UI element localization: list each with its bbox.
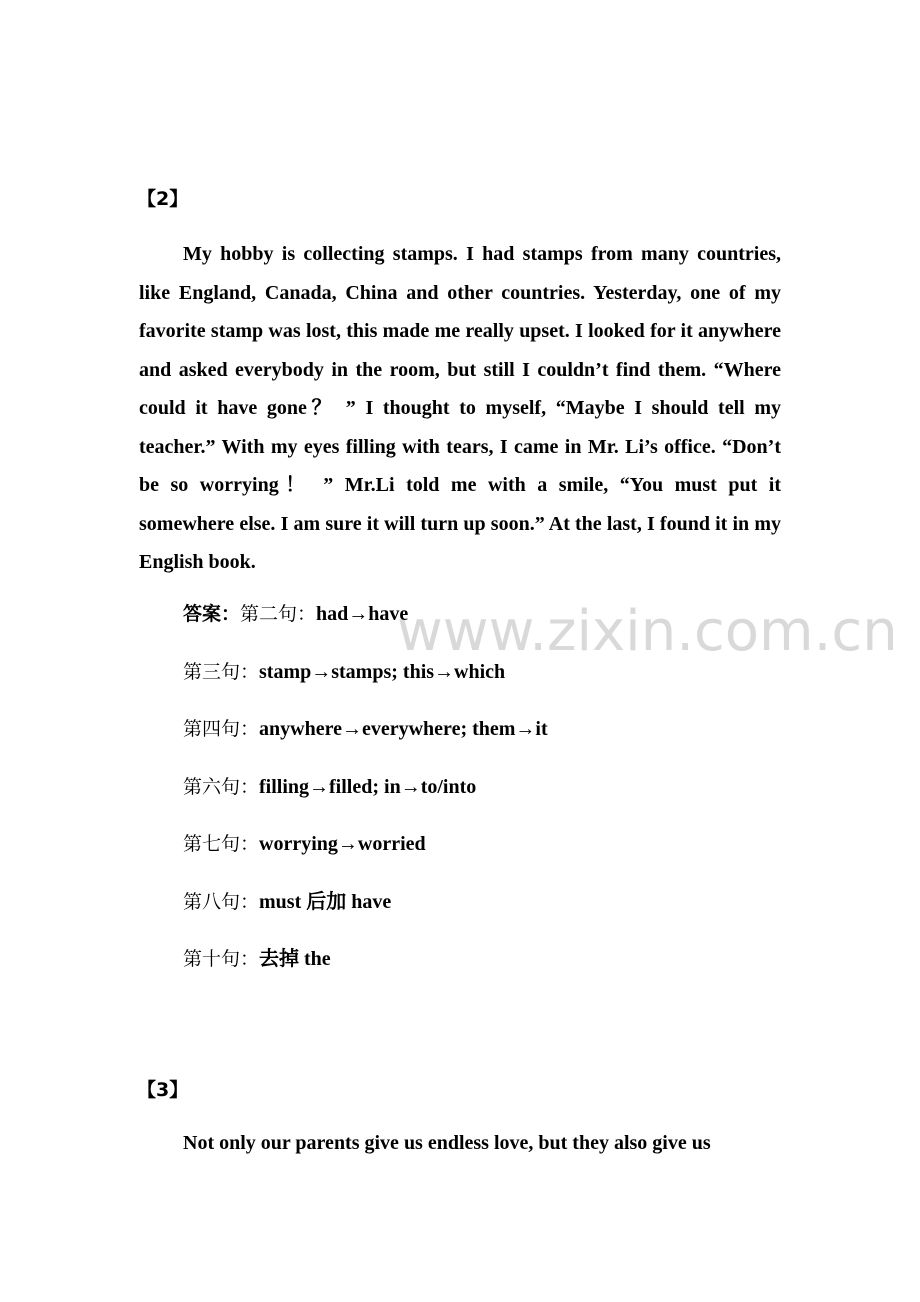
- section-3-heading: 【3】: [137, 1079, 189, 1101]
- answer-line-sentence-8: [183, 888, 391, 916]
- answer-label: 第十句：: [183, 948, 260, 970]
- answer-line-sentence-6: [183, 773, 476, 801]
- answer-fix: anywhere→everywhere; them→it: [259, 718, 548, 740]
- answer-fix: must 后加 have: [259, 891, 392, 913]
- answer-fix: 去掉 the: [259, 948, 331, 970]
- watermark-text: www.zixin.com.cn: [397, 599, 898, 664]
- answer-label: 第二句：: [240, 603, 317, 625]
- answer-label: 第六句：: [183, 776, 260, 798]
- section-3-passage: [139, 1128, 781, 1158]
- answer-label: 第八句：: [183, 891, 260, 913]
- answer-label: 第三句：: [183, 661, 260, 683]
- answer-prefix: 答案：: [183, 603, 241, 625]
- answer-fix: had→have: [316, 603, 409, 625]
- answer-label: 第四句：: [183, 718, 260, 740]
- answer-line-sentence-3: [183, 658, 505, 686]
- answer-line-sentence-4: [183, 715, 548, 743]
- section-2-passage: [139, 235, 781, 582]
- answer-line-sentence-7: [183, 830, 426, 858]
- answer-fix: worrying→worried: [259, 833, 426, 855]
- answer-fix: stamp→stamps; this→which: [259, 661, 506, 683]
- section-2-heading: 【2】: [137, 188, 189, 210]
- answer-fix: filling→filled; in→to/into: [259, 776, 477, 798]
- answer-line-sentence-10: [183, 945, 331, 973]
- section-3-passage-text: Not only our parents give us endless love, but they also give us: [183, 1132, 711, 1154]
- answer-line-sentence-2: [183, 600, 408, 628]
- section-2-passage-text: My hobby is collecting stamps. I had stamps from many countries, like England, Canada, China and other countries. Yesterday, one of my favorite stamp was lost, this made me really upset. I looked for it anywhere and asked everybody in the room, but still I couldn’t find them. “Where could it have gone？ ” I thought to myself, “Maybe I should tell my teacher.” With my eyes filling with tears, I came in Mr. Li’s office. “Don’t be so worrying！ ” Mr.Li told me with a smile, “You must put it somewhere else. I am sure it will turn up soon.” At the last, I found it in my English book.: [139, 243, 781, 573]
- answer-label: 第七句：: [183, 833, 260, 855]
